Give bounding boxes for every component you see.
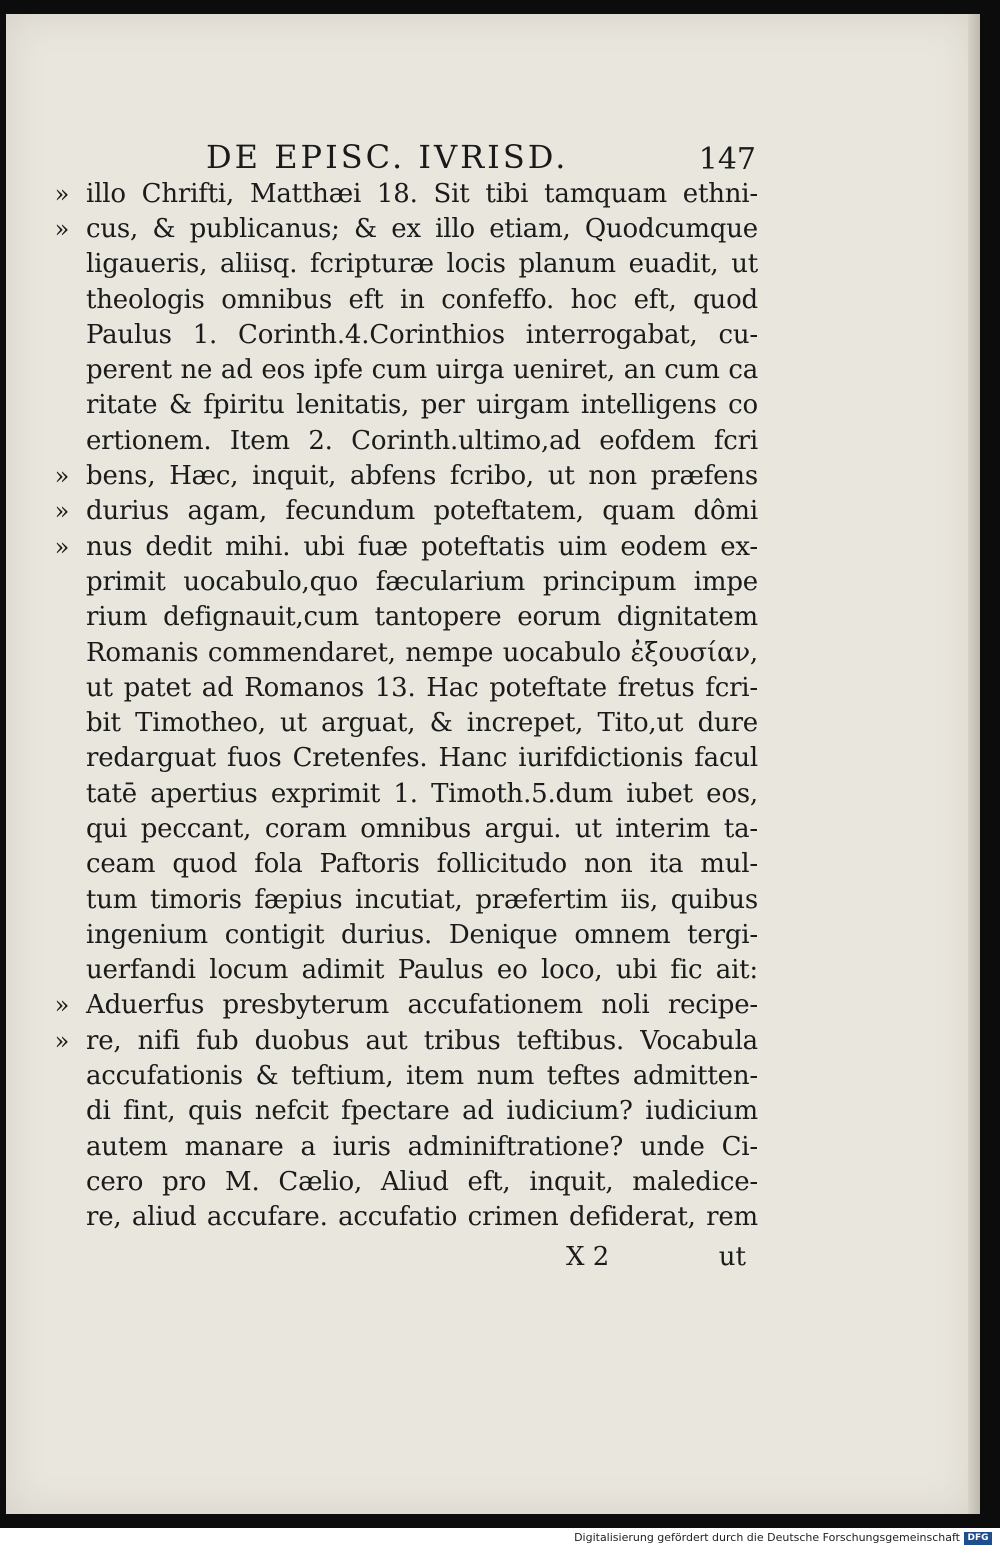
text-line (38, 247, 758, 282)
text-line (38, 882, 758, 917)
text-line (38, 635, 758, 670)
quotation-mark: » (54, 532, 70, 561)
line-text: perent ne ad eos ipfe cum uirga ueniret, an cum ca (86, 355, 758, 386)
text-line (38, 741, 758, 776)
text-line (38, 1129, 758, 1164)
funding-credit: Digitalisierung gefördert durch die Deutsche Forschungsgemeinschaft (574, 1531, 960, 1544)
catchword: ut (718, 1242, 746, 1272)
line-text: rium defignauit,cum tantopere eorum dignitatem (86, 602, 758, 633)
text-line (38, 529, 758, 564)
running-head (206, 132, 756, 182)
text-line (38, 176, 758, 211)
line-text: theologis omnibus eft in confeffo. hoc eft, quod (86, 284, 758, 315)
line-text: ceam quod fola Paftoris follicitudo non ita mul- (86, 849, 758, 880)
footer (0, 1530, 1000, 1547)
text-line (38, 494, 758, 529)
line-text: Romanis commendaret, nempe uocabulo ἐξουσίαν, (86, 637, 758, 668)
line-text: re, aliud accufare. accufatio crimen defiderat, rem (86, 1202, 758, 1233)
quotation-mark: » (54, 991, 70, 1020)
line-text: cus, & publicanus; & ex illo etiam, Quodcumque (86, 213, 758, 244)
body-text (38, 176, 758, 1235)
line-text: illo Chrifti, Matthæi 18. Sit tibi tamquam ethni- (86, 178, 758, 209)
line-text: accufationis & teftium, item num teftes admitten- (86, 1061, 758, 1092)
text-line (38, 388, 758, 423)
line-text: autem manare a iuris adminiftratione? unde Ci- (86, 1131, 758, 1162)
quotation-mark: » (54, 462, 70, 491)
line-text: Paulus 1. Corinth.4.Corinthios interrogabat, cu- (86, 319, 758, 350)
book-page (6, 14, 974, 1514)
line-text: bens, Hæc, inquit, abfens fcribo, ut non præfens (86, 461, 758, 492)
page-number: 147 (698, 142, 756, 177)
text-line (38, 988, 758, 1023)
line-text: uerfandi locum adimit Paulus eo loco, ubi fic ait: (86, 955, 758, 986)
line-text: ertionem. Item 2. Corinth.ultimo,ad eofdem fcri (86, 425, 758, 456)
text-line (38, 352, 758, 387)
text-line (38, 458, 758, 493)
running-title: DE EPISC. IVRISD. (206, 138, 569, 176)
text-line (38, 1094, 758, 1129)
text-line (38, 776, 758, 811)
quotation-mark: » (54, 214, 70, 243)
text-line (38, 847, 758, 882)
text-line (38, 811, 758, 846)
text-line (38, 670, 758, 705)
line-text: redarguat fuos Cretenfes. Hanc iurifdictionis facul (86, 743, 758, 774)
line-text: Aduerfus presbyterum accufationem noli recipe- (86, 990, 758, 1021)
text-line (38, 317, 758, 352)
signature-line (566, 1242, 746, 1276)
line-text: ritate & fpiritu lenitatis, per uirgam intelligens co (86, 390, 758, 421)
text-line (38, 211, 758, 246)
line-text: re, nifi fub duobus aut tribus teftibus. Vocabula (86, 1025, 758, 1056)
quotation-mark: » (54, 497, 70, 526)
text-line (38, 600, 758, 635)
line-text: ingenium contigit durius. Denique omnem tergi- (86, 919, 758, 950)
text-line (38, 917, 758, 952)
text-line (38, 1200, 758, 1235)
text-line (38, 705, 758, 740)
line-text: bit Timotheo, ut arguat, & increpet, Tito,ut dure (86, 708, 758, 739)
page-edge (968, 14, 980, 1514)
text-line (38, 282, 758, 317)
line-text: tatē apertius exprimit 1. Timoth.5.dum iubet eos, (86, 778, 758, 809)
line-text: cero pro M. Cælio, Aliud eft, inquit, maledice- (86, 1166, 758, 1197)
quotation-mark: » (54, 179, 70, 208)
text-line (38, 1164, 758, 1199)
line-text: qui peccant, coram omnibus argui. ut interim ta- (86, 813, 758, 844)
text-line (38, 423, 758, 458)
text-line (38, 1058, 758, 1093)
line-text: ligaueris, aliisq. fcripturæ locis planum euadit, ut (86, 249, 758, 280)
text-line (38, 564, 758, 599)
text-line (38, 953, 758, 988)
signature-mark: X 2 (566, 1242, 610, 1272)
line-text: ut patet ad Romanos 13. Hac poteftate fretus fcri- (86, 672, 758, 703)
line-text: nus dedit mihi. ubi fuæ poteftatis uim eodem ex- (86, 531, 758, 562)
line-text: tum timoris fæpius incutiat, præfertim iis, quibus (86, 884, 758, 915)
dfg-logo-icon[interactable]: DFG (964, 1532, 992, 1545)
line-text: durius agam, fecundum poteftatem, quam dômi (86, 496, 758, 527)
line-text: di fint, quis nefcit fpectare ad iudicium? iudicium (86, 1096, 758, 1127)
line-text: primit uocabulo,quo fæcularium principum impe (86, 566, 758, 597)
text-line (38, 1023, 758, 1058)
quotation-mark: » (54, 1026, 70, 1055)
